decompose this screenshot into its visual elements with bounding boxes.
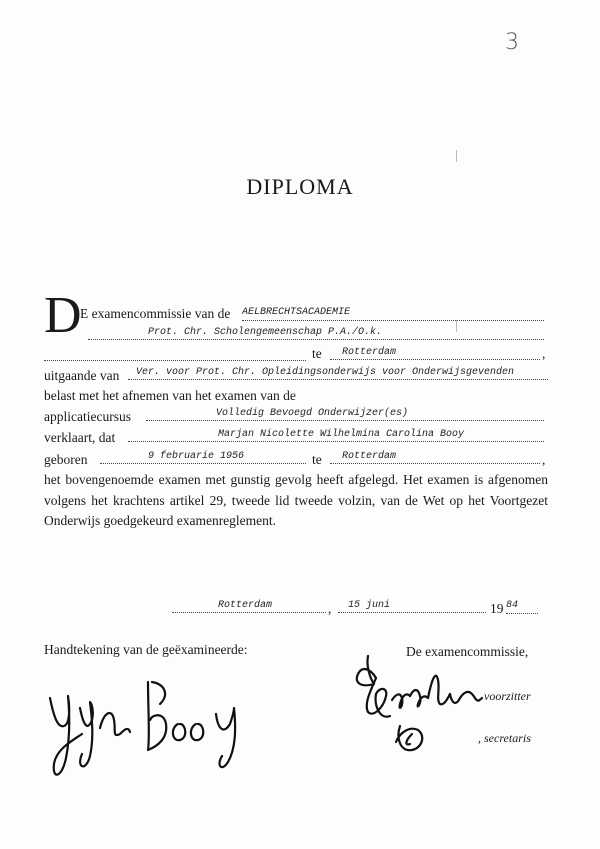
year-prefix: 19 (490, 601, 504, 616)
birth-date-field: 9 februarie 1956 (100, 450, 306, 464)
blank-field (44, 346, 306, 361)
candidate-name-field: Marjan Nicolette Wilhelmina Carolina Booy (128, 428, 544, 442)
chair-label: , voorzitter (478, 689, 531, 703)
course-field: Volledig Bevoegd Onderwijzer(es) (146, 407, 544, 421)
drop-cap: D (44, 287, 82, 344)
te-label: te (312, 346, 322, 361)
line-geboren: geboren (44, 452, 88, 467)
line-applicatiecursus: applicatiecursus (44, 409, 131, 424)
te-label: te (312, 452, 322, 467)
candidate-signature (40, 668, 250, 788)
issue-year-field: 84 (506, 599, 538, 614)
margin-mark (456, 150, 457, 162)
line-verklaart: verklaart, dat (44, 430, 116, 445)
date-separator: , (328, 601, 332, 616)
chair-signature (340, 648, 490, 768)
secretary-label: , secretaris (478, 731, 531, 745)
committee-label: De examencommissie, (406, 644, 529, 659)
issue-place-field: Rotterdam (172, 599, 326, 613)
candidate-signature-label: Handtekening van de geëxamineerde: (44, 642, 248, 657)
academy-name-field: AELBRECHTSACADEMIE (242, 306, 544, 321)
statement-paragraph: het bovengenoemde examen met gunstig gevolg heeft afgelegd. Het examen is afgenomen volgens het krachtens artikel 29, tweede lid tweede volzin, van de Wet op het Voortgezet Onderwijs goedgekeurd examenreglement. (44, 472, 548, 528)
issue-date-field: 15 juni (338, 599, 486, 613)
comma: , (542, 346, 546, 361)
page-number: 3 (505, 30, 519, 55)
document-title: DIPLOMA (246, 174, 354, 199)
association-field: Ver. voor Prot. Chr. Opleidingsonderwijs voor Onderwijsgevenden (128, 366, 548, 380)
line-examencommissie (80, 306, 230, 322)
school-name-field: Prot. Chr. Scholengemeenschap P.A./O.k. (88, 326, 544, 340)
line-uitgaande: uitgaande van (44, 368, 120, 383)
birth-place-field: Rotterdam (330, 450, 540, 464)
line-belast: belast met het afnemen van het examen van de (44, 388, 296, 403)
line-label: E examencommissie van de (80, 306, 231, 321)
city-field: Rotterdam (330, 346, 540, 360)
comma: , (542, 452, 546, 467)
